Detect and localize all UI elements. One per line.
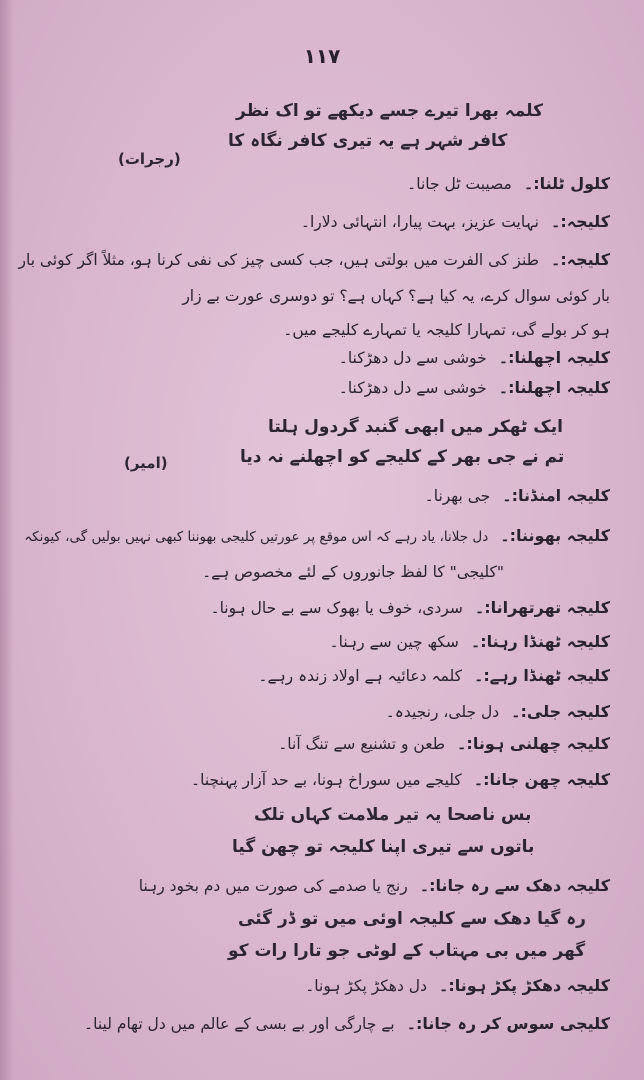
entry-definition: خوشی سے دل دھڑکنا۔ bbox=[338, 379, 487, 397]
verse-line: بس ناصحا یہ تیر ملامت کہاں تلک bbox=[254, 805, 532, 825]
dictionary-entry bbox=[24, 522, 610, 550]
entry-definition: نہایت عزیز، بہت پیارا، انتہائی دلارا۔ bbox=[300, 213, 539, 231]
entry-definition: مصیبت ٹل جانا۔ bbox=[407, 175, 512, 193]
verse-line: ایک ٹھکر میں ابھی گنبد گردول ہلتا bbox=[268, 417, 563, 437]
entry-headword: کلیجہ اچھلنا:۔ bbox=[498, 378, 610, 397]
dictionary-entry bbox=[84, 1010, 610, 1038]
dictionary-entry bbox=[191, 766, 610, 794]
verse-attribution: (رجرات) bbox=[118, 150, 181, 168]
dictionary-entry bbox=[258, 662, 610, 690]
verse-line: کلمہ بھرا تیرے جسے دیکھے تو اک نظر bbox=[236, 101, 543, 121]
entry-definition: طعن و تشنیع سے تنگ آنا۔ bbox=[278, 735, 446, 753]
entry-definition: سکھ چین سے رہنا۔ bbox=[329, 633, 459, 651]
entry-headword: کلیجہ امنڈنا:۔ bbox=[502, 486, 610, 505]
dictionary-entry bbox=[305, 972, 610, 1000]
page-edge-shadow bbox=[0, 0, 14, 1080]
entry-headword: کلیجہ جلی:۔ bbox=[511, 702, 610, 721]
dictionary-entry bbox=[425, 482, 610, 510]
dictionary-entry bbox=[139, 872, 610, 900]
entry-headword: کلیجہ دھک سے رہ جانا:۔ bbox=[419, 876, 610, 895]
entry-headword: کلیجہ ٹھنڈا رہے:۔ bbox=[474, 666, 610, 685]
entry-headword: کلیجہ ٹھنڈا رہنا:۔ bbox=[470, 632, 610, 651]
dictionary-entry bbox=[210, 594, 610, 622]
entry-definition: دل دھکڑ پکڑ ہونا۔ bbox=[305, 977, 427, 995]
verse-line: باتوں سے تیری اپنا کلیجہ تو چھن گیا bbox=[232, 837, 535, 857]
dictionary-entry bbox=[339, 344, 610, 372]
entry-headword: کلیجہ:۔ bbox=[550, 212, 610, 231]
page-number: ۱۱۷ bbox=[303, 44, 341, 68]
dictionary-entry bbox=[18, 246, 610, 274]
entry-headword: کلیجہ چھلنی ہونا:۔ bbox=[457, 734, 610, 753]
entry-definition: بے چارگی اور بے بسی کے عالم میں دل تھام لینا۔ bbox=[84, 1015, 395, 1033]
entry-definition: رنج یا صدمے کی صورت میں دم بخود رہنا bbox=[138, 877, 408, 895]
entry-headword: کلیجہ چھن جانا:۔ bbox=[473, 770, 610, 789]
verse-line: کافر شہر ہے یہ تیری کافر نگاہ کا bbox=[228, 131, 508, 151]
entry-definition: سردی، خوف یا بھوک سے بے حال ہونا۔ bbox=[210, 599, 463, 617]
dictionary-entry bbox=[301, 208, 610, 236]
entry-definition: کلمہ دعائیہ ہے اولاد زندہ رہے۔ bbox=[258, 667, 463, 685]
entry-continuation: بار کوئی سوال کرے، یہ کیا ہے؟ کہاں ہے؟ تو دوسری عورت بے زار bbox=[182, 287, 610, 305]
entry-continuation: ہو کر بولے گی، تمہارا کلیجہ یا تمہارے کلیجے میں۔ bbox=[283, 321, 610, 339]
entry-definition: کلیجے میں سوراخ ہونا، بے حد آزار پہنچنا۔ bbox=[191, 771, 462, 789]
entry-definition: خوشی سے دل دھڑکنا۔ bbox=[338, 349, 487, 367]
verse-line: رہ گیا دھک سے کلیجہ اوئی میں تو ڈر گئی bbox=[238, 909, 586, 929]
dictionary-entry bbox=[407, 170, 610, 198]
entry-headword: کلیجہ اچھلنا:۔ bbox=[498, 348, 610, 367]
entry-headword: کلول ٹلنا:۔ bbox=[523, 174, 610, 193]
entry-definition: دل جلانا، یاد رہے کہ اس موقع پر عورتیں کلیجی بھوننا کبھی نہیں بولیں گی، کیونکہ bbox=[24, 529, 489, 545]
entry-headword: کلیجہ دھکڑ پکڑ ہونا:۔ bbox=[438, 976, 610, 995]
entry-headword: کلیجہ بھوننا:۔ bbox=[500, 526, 610, 545]
entry-headword: کلیجہ تھرتھرانا:۔ bbox=[474, 598, 610, 617]
verse-line: گھر میں بی مہتاب کے لوٹی جو تارا رات کو bbox=[228, 941, 586, 961]
dictionary-entry bbox=[386, 698, 610, 726]
verse-line: تم نے جی بھر کے کلیجے کو اچھلنے نہ دیا bbox=[240, 447, 565, 467]
dictionary-entry bbox=[278, 730, 610, 758]
entry-headword: کلیجی سوس کر رہ جانا:۔ bbox=[406, 1014, 610, 1033]
entry-definition: دل جلی، رنجیدہ۔ bbox=[385, 703, 500, 721]
entry-continuation: "کلیجی" کا لفظ جانوروں کے لئے مخصوص ہے۔ bbox=[202, 563, 504, 581]
entry-headword: کلیجہ:۔ bbox=[550, 250, 610, 269]
verse-attribution: (امیر) bbox=[124, 454, 168, 472]
dictionary-entry bbox=[339, 374, 610, 402]
entry-definition: طنز کی الفرت میں بولتی ہیں، جب کسی چیز کی نفی کرنا ہو، مثلاً اگر کوئی بار bbox=[18, 251, 539, 269]
dictionary-entry bbox=[330, 628, 610, 656]
entry-definition: جی بھرنا۔ bbox=[424, 487, 491, 505]
